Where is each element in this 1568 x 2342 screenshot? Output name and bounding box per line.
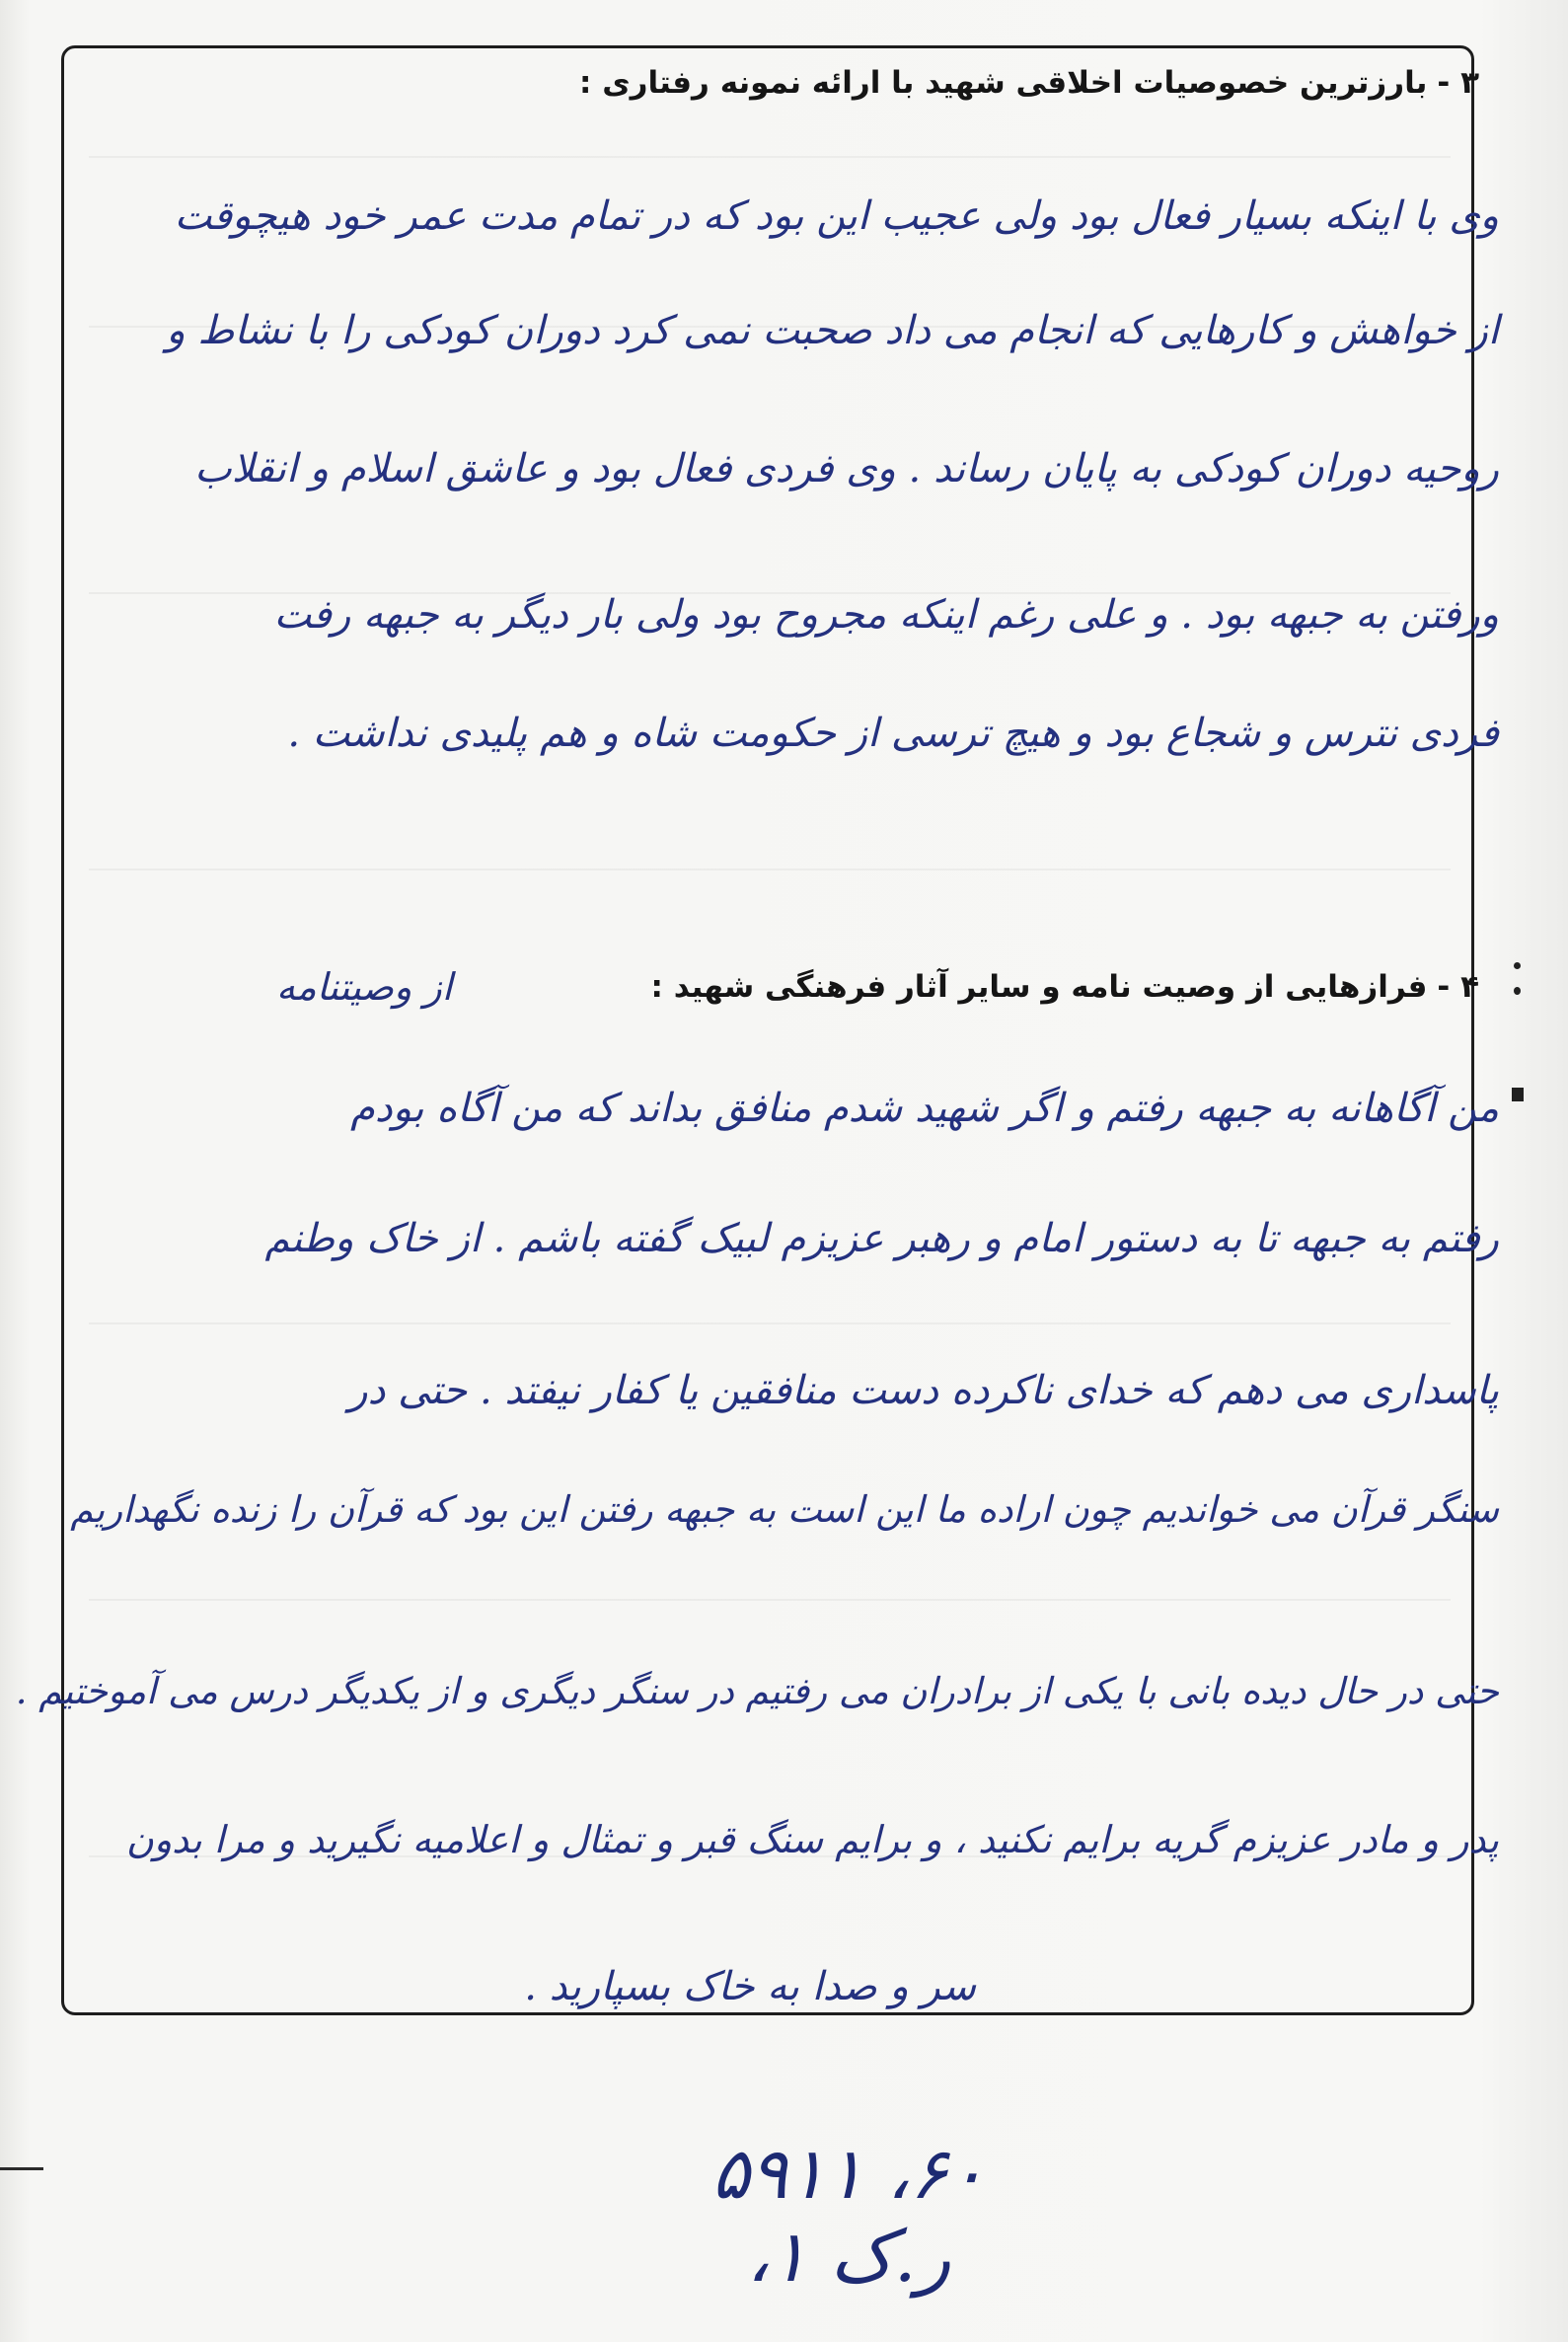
section-3-title: بارزترین خصوصیات اخلاقی شهید با ارائه نمونه رفتاری : (579, 65, 1428, 101)
section-3-line-5: فردی نترس و شجاع بود و هیچ ترسی از حکومت شاه و هم پلیدی نداشت . (287, 711, 1499, 756)
bleed-through-line (89, 156, 1451, 158)
section-4-line-2: رفتم به جبهه تا به دستور امام و رهبر عزیزم لبیک گفته باشم . از خاک وطنم (264, 1216, 1499, 1261)
section-4-line-1: من آگاهانه به جبهه رفتم و اگر شهید شدم منافق بداند که من آگاه بودم (350, 1086, 1499, 1131)
section-3-line-3: روحیه دوران کودکی به پایان رساند . وی فردی فعال بود و عاشق اسلام و انقلاب (194, 446, 1499, 491)
section-4-heading (651, 969, 1479, 1005)
bleed-through-line (89, 1322, 1451, 1324)
section-3-line-1: وی با اینکه بسیار فعال بود ولی عجیب این بود که در تمام مدت عمر خود هیچوقت (174, 193, 1499, 239)
section-4-line-5: حتی در حال دیده بانی با یکی از برادران می رفتیم در سنگر دیگری و از یکدیگر درس می آموختیم . (15, 1670, 1499, 1712)
edge-tick (0, 2167, 43, 2170)
edge-mark (1512, 1088, 1524, 1101)
edge-dot (1514, 987, 1521, 995)
section-3-line-4: ورفتن به جبهه بود . و علی رغم اینکه مجروح بود ولی بار دیگر به جبهه رفت (273, 592, 1499, 638)
section-4-line-7: سر و صدا به خاک بسپارید . (524, 1964, 976, 2009)
section-4-line-3: پاسداری می دهم که خدای ناکرده دست منافقین یا کفار نیفتد . حتی در (348, 1368, 1499, 1413)
section-4-title: فرازهایی از وصیت نامه و سایر آثار فرهنگی شهید : (650, 969, 1428, 1005)
section-3-heading (579, 65, 1479, 101)
section-4-line-6: پدر و مادر عزیزم گریه برایم نکنید ، و برایم سنگ قبر و تمثال و اعلامیه نگیرید و مرا بدون (125, 1818, 1499, 1861)
bleed-through-line (89, 869, 1451, 870)
section-3-number: ۳ - (1437, 65, 1479, 101)
section-4-margin-note: از وصیتنامه (276, 965, 453, 1009)
section-4-number: ۴ - (1437, 969, 1479, 1005)
bleed-through-line (89, 1599, 1451, 1601)
section-4-line-4: سنگر قرآن می خواندیم چون اراده ما این است به جبهه رفتن این بود که قرآن را زنده نگهداریم (70, 1488, 1499, 1531)
section-3-line-2: از خواهش و کارهایی که انجام می داد صحبت نمی کرد دوران کودکی را با نشاط و (166, 308, 1499, 353)
archive-number: ۵۹۱۱ ،۶۰ ،۱ ر.ک (710, 2132, 987, 2298)
edge-dot (1514, 962, 1521, 969)
